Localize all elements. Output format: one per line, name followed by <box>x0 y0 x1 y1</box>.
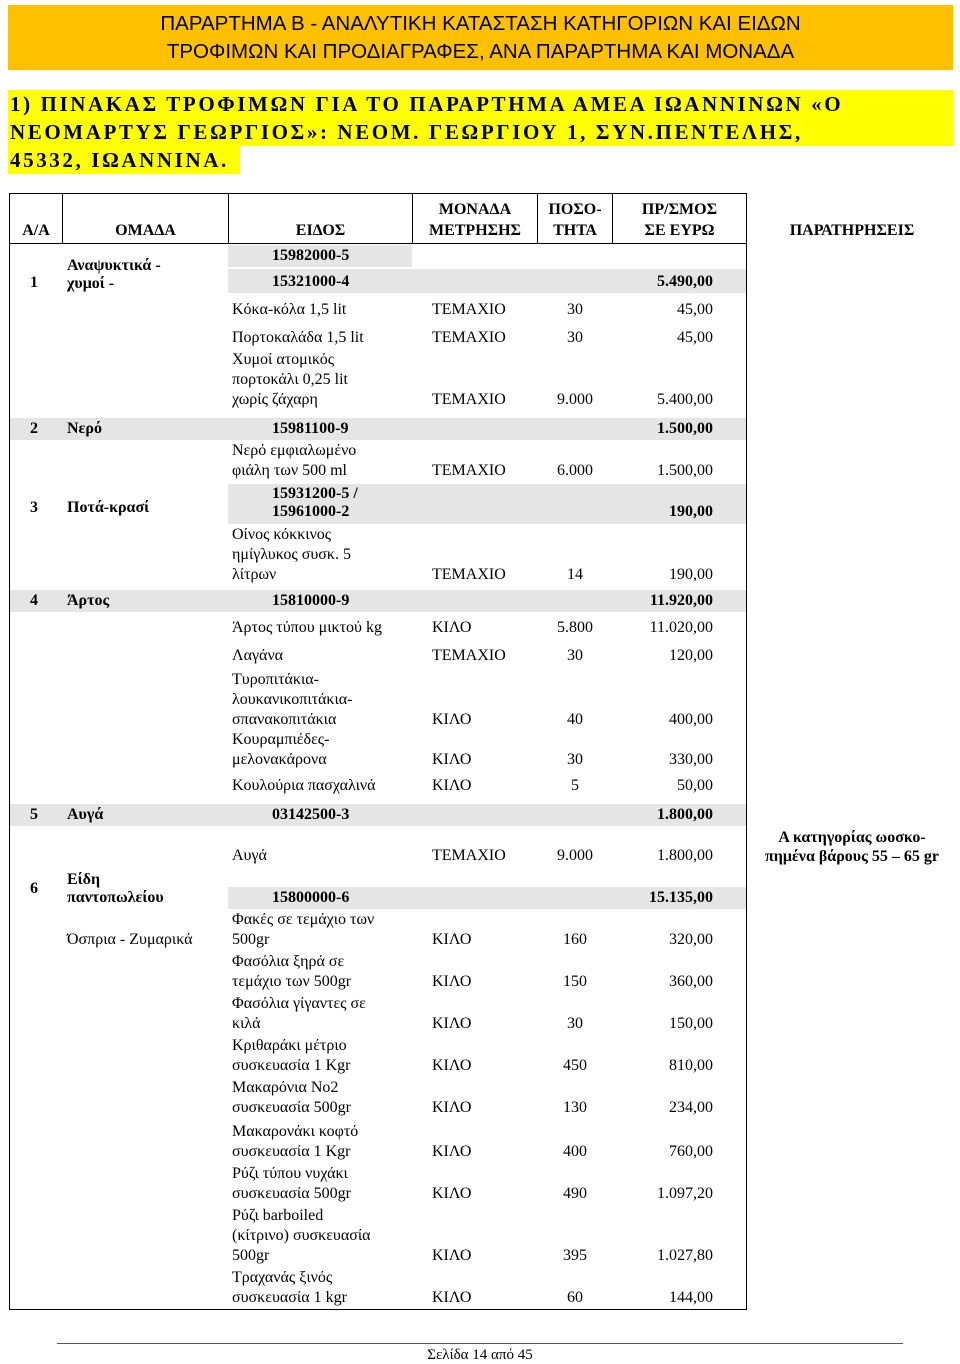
item-name-line: Φασόλια ξηρά σε <box>232 953 345 970</box>
item-quantity: 9.000 <box>557 847 593 864</box>
group-3-total: 190,00 <box>669 503 713 520</box>
group-4-name: Άρτος <box>67 592 110 609</box>
item-name-line: Φακές σε τεμάχιο των <box>232 911 375 928</box>
item-price: 234,00 <box>669 1099 713 1116</box>
item-price: 1.027,80 <box>657 1247 713 1264</box>
item-name-line: Λαγάνα <box>232 647 284 664</box>
group-6-subgroup: Όσπρια - Ζυμαρικά <box>67 931 193 948</box>
eggs-note-1: Α κατηγορίας ωοσκο- <box>778 829 926 846</box>
header-qty-1: ΠΟΣΟ- <box>548 201 602 218</box>
item-quantity: 30 <box>567 751 583 768</box>
banner-title-line-2: ΤΡΟΦΙΜΩΝ ΚΑΙ ΠΡΟΔΙΑΓΡΑΦΕΣ, ΑΝΑ ΠΑΡΑΡΤΗΜΑ ΚΑΙ ΜΟΝΑΔΑ <box>166 40 795 63</box>
item-unit: ΚΙΛΟ <box>432 777 472 794</box>
header-group: ΟΜΑΔΑ <box>115 222 176 239</box>
group-3-cpv-2: 15961000-2 <box>272 503 350 520</box>
group-4-number: 4 <box>30 592 38 609</box>
item-price: 1.800,00 <box>657 847 713 864</box>
item-quantity: 30 <box>567 1015 583 1032</box>
item-quantity: 5.800 <box>557 619 593 636</box>
table-border-left <box>9 193 10 1310</box>
header-qty-2: ΤΗΤΑ <box>553 222 597 239</box>
group-5-number: 5 <box>30 806 38 823</box>
table-header-bottom <box>9 243 747 244</box>
item-name-line: λουκανικοπιτάκια- <box>232 691 353 708</box>
item-name-line: φιάλη των 500 ml <box>232 462 347 479</box>
item-unit: ΚΙΛΟ <box>432 1185 472 1202</box>
item-name-line: Οίνος κόκκινος <box>232 526 332 543</box>
item-unit: ΤΕΜΑΧΙΟ <box>432 301 506 318</box>
group-1-cpv-1: 15982000-5 <box>272 247 350 264</box>
item-name-line: σπανακοπιτάκια <box>232 711 337 728</box>
item-name-line: μελονακάρονα <box>232 751 327 768</box>
table-border-top <box>9 193 747 194</box>
item-price: 120,00 <box>669 647 713 664</box>
group-1-name-1: Αναψυκτικά - <box>67 257 161 274</box>
item-name-line: συσκευασία 500gr <box>232 1185 351 1202</box>
annex-banner <box>8 5 953 70</box>
item-name-line: Πορτοκαλάδα 1,5 lit <box>232 329 364 346</box>
item-name-line: Μακαρονάκι κοφτό <box>232 1123 359 1140</box>
page-number: Σελίδα 14 από 45 <box>427 1347 533 1363</box>
item-name-line: χωρίς ζάχαρη <box>232 391 318 408</box>
item-quantity: 30 <box>567 301 583 318</box>
subtitle-line-2: ΝΕΟΜΑΡΤΥΣ ΓΕΩΡΓΙΟΣ»: ΝΕΟΜ. ΓΕΩΡΓΙΟΥ 1, ΣΥΝ.ΠΕΝΤΕΛΗΣ, <box>10 120 803 144</box>
group-2-number: 2 <box>30 420 38 437</box>
item-price: 190,00 <box>669 566 713 583</box>
item-name-line: Αυγά <box>232 847 267 864</box>
group-1-total: 5.490,00 <box>657 273 713 290</box>
table-border-bottom <box>9 1309 747 1310</box>
item-price: 1.097,20 <box>657 1185 713 1202</box>
item-unit: ΚΙΛΟ <box>432 931 472 948</box>
item-quantity: 490 <box>563 1185 587 1202</box>
item-name-line: Τυροπιτάκια- <box>232 671 319 688</box>
item-quantity: 6.000 <box>557 462 593 479</box>
header-item: ΕΙΔΟΣ <box>295 222 346 239</box>
header-unit-2: ΜΕΤΡΗΣΗΣ <box>428 222 522 239</box>
group-3-name: Ποτά-κρασί <box>67 499 150 516</box>
header-unit-1: ΜΟΝΑΔΑ <box>438 201 512 218</box>
header-aa: Α/Α <box>22 222 50 239</box>
item-name-line: Κουραμπιέδες- <box>232 731 330 748</box>
item-quantity: 160 <box>563 931 587 948</box>
item-name-line: τεμάχιο των 500gr <box>232 973 352 990</box>
item-unit: ΚΙΛΟ <box>432 751 472 768</box>
header-price-1: ΠΡ/ΣΜΟΣ <box>641 201 718 218</box>
group-6-name-2: παντοπωλείου <box>67 889 164 906</box>
item-name-line: Χυμοί ατομικός <box>232 351 335 368</box>
item-quantity: 60 <box>567 1289 583 1306</box>
item-name-line: συσκευασία 1 kgr <box>232 1289 347 1306</box>
group-5-cpv: 03142500-3 <box>272 806 350 823</box>
item-unit: ΤΕΜΑΧΙΟ <box>432 329 506 346</box>
group-6-total: 15.135,00 <box>649 889 713 906</box>
item-unit: ΤΕΜΑΧΙΟ <box>432 566 506 583</box>
item-name-line: 500gr <box>232 931 270 948</box>
item-name-line: Κόκα-κόλα 1,5 lit <box>232 301 347 318</box>
item-unit: ΤΕΜΑΧΙΟ <box>432 847 506 864</box>
item-name-line: κιλά <box>232 1015 261 1032</box>
item-name-line: Ρύζι τύπου νυχάκι <box>232 1165 348 1182</box>
item-name-line: συσκευασία 1 Kgr <box>232 1057 351 1074</box>
item-price: 144,00 <box>669 1289 713 1306</box>
item-price: 1.500,00 <box>657 462 713 479</box>
group-1-number: 1 <box>30 274 38 291</box>
group-5-total: 1.800,00 <box>657 806 713 823</box>
header-price-2: ΣΕ ΕΥΡΩ <box>644 222 715 239</box>
item-price: 760,00 <box>669 1143 713 1160</box>
item-unit: ΚΙΛΟ <box>432 1247 472 1264</box>
group-2-name: Νερό <box>67 420 102 437</box>
group-5-name: Αυγά <box>67 806 104 823</box>
item-price: 45,00 <box>677 329 713 346</box>
subtitle-line-1: 1) ΠΙΝΑΚΑΣ ΤΡΟΦΙΜΩΝ ΓΙΑ ΤΟ ΠΑΡΑΡΤΗΜΑ ΑΜΕΑ ΙΩΑΝΝΙΝΩΝ «Ο <box>10 92 844 116</box>
item-quantity: 9.000 <box>557 391 593 408</box>
item-quantity: 400 <box>563 1143 587 1160</box>
item-unit: ΚΙΛΟ <box>432 973 472 990</box>
group-6-cpv: 15800000-6 <box>272 889 350 906</box>
item-name-line: Νερό εμφιαλωμένο <box>232 442 357 459</box>
item-quantity: 450 <box>563 1057 587 1074</box>
item-name-line: Ρύζι barboiled <box>232 1207 324 1224</box>
item-unit: ΚΙΛΟ <box>432 619 472 636</box>
item-name-line: Κουλούρια πασχαλινά <box>232 777 376 794</box>
item-unit: ΤΕΜΑΧΙΟ <box>432 647 506 664</box>
item-name-line: 500gr <box>232 1247 270 1264</box>
group-3-number: 3 <box>30 499 38 516</box>
item-unit: ΤΕΜΑΧΙΟ <box>432 391 506 408</box>
item-name-line: Τραχανάς ξινός <box>232 1269 333 1286</box>
item-name-line: Άρτος τύπου μικτού kg <box>232 619 382 636</box>
group-4-total: 11.920,00 <box>649 592 713 609</box>
item-name-line: πορτοκάλι 0,25 lit <box>232 371 348 388</box>
table-border-right <box>746 193 747 1310</box>
item-quantity: 130 <box>563 1099 587 1116</box>
item-unit: ΚΙΛΟ <box>432 711 472 728</box>
item-name-line: Μακαρόνια Νο2 <box>232 1079 339 1096</box>
group-2-total: 1.500,00 <box>657 420 713 437</box>
group-3-cpv-1: 15931200-5 / <box>272 485 358 502</box>
item-quantity: 150 <box>563 973 587 990</box>
item-unit: ΚΙΛΟ <box>432 1099 472 1116</box>
item-unit: ΤΕΜΑΧΙΟ <box>432 462 506 479</box>
banner-title-line-1: ΠΑΡΑΡΤΗΜΑ Β - ΑΝΑΛΥΤΙΚΗ ΚΑΤΑΣΤΑΣΗ ΚΑΤΗΓΟΡΙΩΝ ΚΑΙ ΕΙΔΩΝ <box>160 12 801 35</box>
header-notes: ΠΑΡΑΤΗΡΗΣΕΙΣ <box>789 222 915 239</box>
footer-rule <box>57 1343 903 1344</box>
item-price: 50,00 <box>677 777 713 794</box>
item-name-line: συσκευασία 500gr <box>232 1099 351 1116</box>
item-quantity: 395 <box>563 1247 587 1264</box>
group-6-name-1: Είδη <box>67 871 101 888</box>
item-price: 45,00 <box>677 301 713 318</box>
eggs-note-2: πημένα βάρους 55 – 65 gr <box>765 848 939 865</box>
group-1-name-2: χυμοί - <box>67 275 115 292</box>
item-quantity: 5 <box>571 777 579 794</box>
item-price: 320,00 <box>669 931 713 948</box>
item-price: 5.400,00 <box>657 391 713 408</box>
item-price: 150,00 <box>669 1015 713 1032</box>
group-6-number: 6 <box>30 880 38 897</box>
group-4-cpv: 15810000-9 <box>272 592 350 609</box>
item-quantity: 30 <box>567 647 583 664</box>
item-name-line: συσκευασία 1 Kgr <box>232 1143 351 1160</box>
item-name-line: Κριθαράκι μέτριο <box>232 1037 347 1054</box>
item-unit: ΚΙΛΟ <box>432 1143 472 1160</box>
item-name-line: (κίτρινο) συσκευασία <box>232 1227 371 1244</box>
item-unit: ΚΙΛΟ <box>432 1289 472 1306</box>
item-price: 360,00 <box>669 973 713 990</box>
item-price: 810,00 <box>669 1057 713 1074</box>
item-price: 11.020,00 <box>649 619 713 636</box>
item-quantity: 14 <box>567 566 583 583</box>
item-name-line: λίτρων <box>232 566 277 583</box>
item-name-line: Φασόλια γίγαντες σε <box>232 995 366 1012</box>
item-price: 400,00 <box>669 711 713 728</box>
item-quantity: 40 <box>567 711 583 728</box>
group-1-cpv-2: 15321000-4 <box>272 273 350 290</box>
subtitle-line-3: 45332, ΙΩΑΝΝΙΝΑ. <box>10 148 229 172</box>
item-quantity: 30 <box>567 329 583 346</box>
item-unit: ΚΙΛΟ <box>432 1015 472 1032</box>
item-name-line: ημίγλυκος συσκ. 5 <box>232 546 351 563</box>
item-price: 330,00 <box>669 751 713 768</box>
item-unit: ΚΙΛΟ <box>432 1057 472 1074</box>
group-2-cpv: 15981100-9 <box>272 420 349 437</box>
